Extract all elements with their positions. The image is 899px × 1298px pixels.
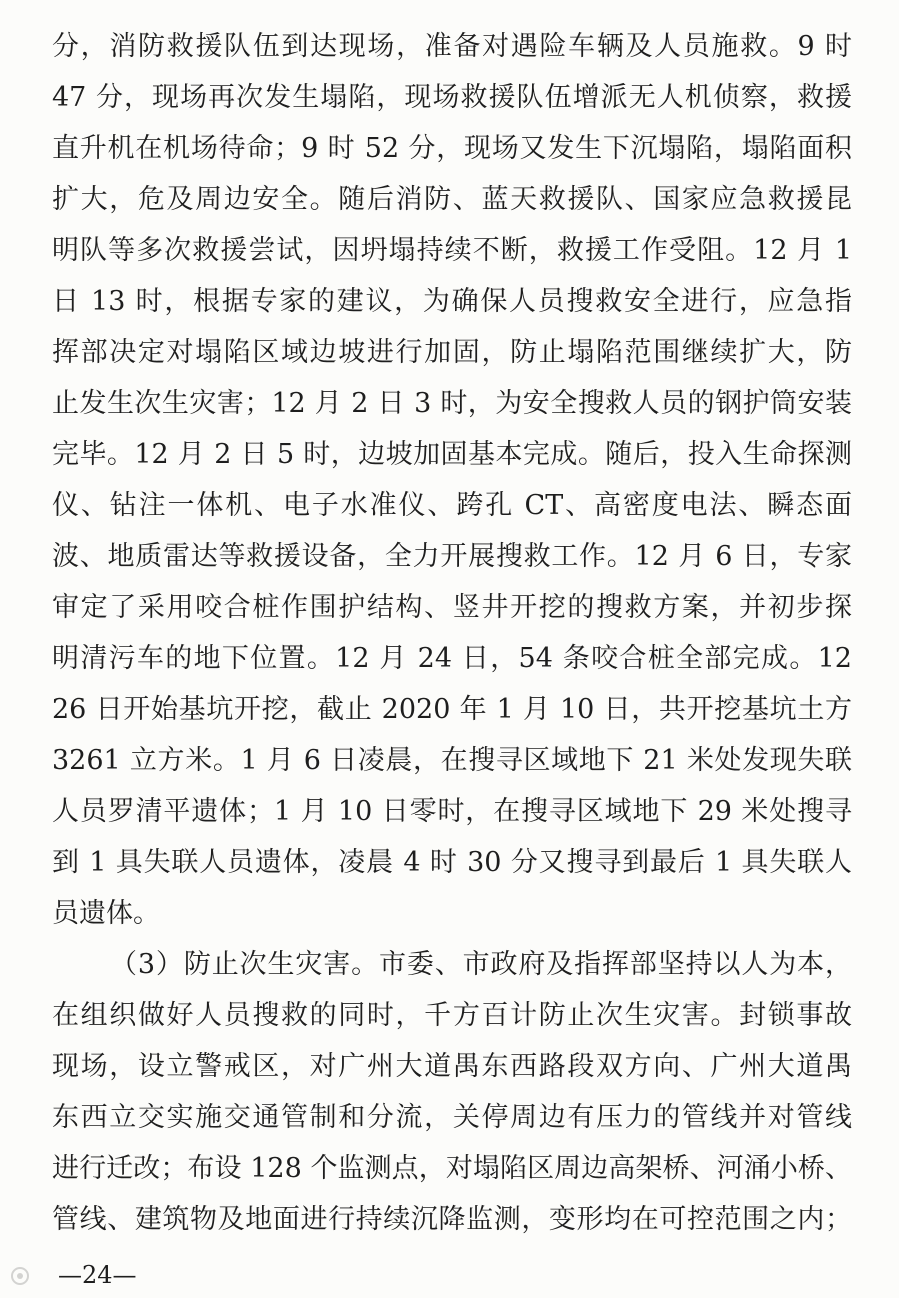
section-number: （3） [110, 949, 184, 980]
text-line: 现场，设立警戒区，对广州大道禺东西路段双方向、广州大道禺 [52, 1051, 852, 1082]
text-line: 26 日开始基坑开挖，截止 2020 年 1 月 10 日，共开挖基坑土方 [52, 694, 852, 725]
text-line: 直升机在机场待命；9 时 52 分，现场又发生下沉塌陷，塌陷面积 [52, 133, 852, 164]
watermark-logo-icon [10, 1266, 30, 1286]
text-line: 分，消防救援队伍到达现场，准备对遇险车辆及人员施救。9 时 [52, 31, 852, 62]
text-line: 审定了采用咬合桩作围护结构、竖井开挖的搜救方案，并初步探 [52, 592, 852, 623]
paragraph-first-line [52, 939, 852, 990]
section-heading: 防止次生灾害。 [183, 949, 379, 980]
text-line: 东西立交实施交通管制和分流，关停周边有压力的管线并对管线 [52, 1102, 852, 1133]
body-text [52, 21, 852, 1245]
text-line: 日 13 时，根据专家的建议，为确保人员搜救安全进行，应急指 [52, 286, 852, 317]
text-line: 波、地质雷达等救援设备，全力开展搜救工作。12 月 6 日，专家 [52, 541, 852, 572]
text-line: 挥部决定对塌陷区域边坡进行加固，防止塌陷范围继续扩大，防 [52, 337, 852, 368]
paragraph-secondary-disaster-prevention [52, 939, 852, 1245]
page-number: —24— [58, 1261, 137, 1289]
text-line: 完毕。12 月 2 日 5 时，边坡加固基本完成。随后，投入生命探测 [52, 439, 852, 470]
text-line: 员遗体。 [52, 898, 160, 929]
text-line: 到 1 具失联人员遗体，凌晨 4 时 30 分又搜寻到最后 1 具失联人 [52, 847, 852, 878]
text-line: 47 分，现场再次发生塌陷，现场救援队伍增派无人机侦察，救援 [52, 82, 852, 113]
text-line: 进行迁改；布设 128 个监测点，对塌陷区周边高架桥、河涌小桥、 [52, 1153, 852, 1184]
text-line: 在组织做好人员搜救的同时，千方百计防止次生灾害。封锁事故 [52, 1000, 852, 1031]
text-line: 管线、建筑物及地面进行持续沉降监测，变形均在可控范围之内； [52, 1204, 852, 1235]
text-line: 明队等多次救援尝试，因坍塌持续不断，救援工作受阻。12 月 1 [52, 235, 852, 266]
paragraph-rescue-progress [52, 21, 852, 939]
text-line: 止发生次生灾害；12 月 2 日 3 时，为安全搜救人员的钢护筒安装 [52, 388, 852, 419]
text-line: 明清污车的地下位置。12 月 24 日，54 条咬合桩全部完成。12 [52, 643, 852, 674]
text-line: 仪、钻注一体机、电子水准仪、跨孔 CT、高密度电法、瞬态面 [52, 490, 852, 521]
text-line: 3261 立方米。1 月 6 日凌晨，在搜寻区域地下 21 米处发现失联 [52, 745, 852, 776]
text-line: 扩大，危及周边安全。随后消防、蓝天救援队、国家应急救援昆 [52, 184, 852, 215]
text-line: 人员罗清平遗体；1 月 10 日零时，在搜寻区域地下 29 米处搜寻 [52, 796, 852, 827]
text-run: 市委、市政府及指挥部坚持以人为本， [378, 949, 852, 980]
